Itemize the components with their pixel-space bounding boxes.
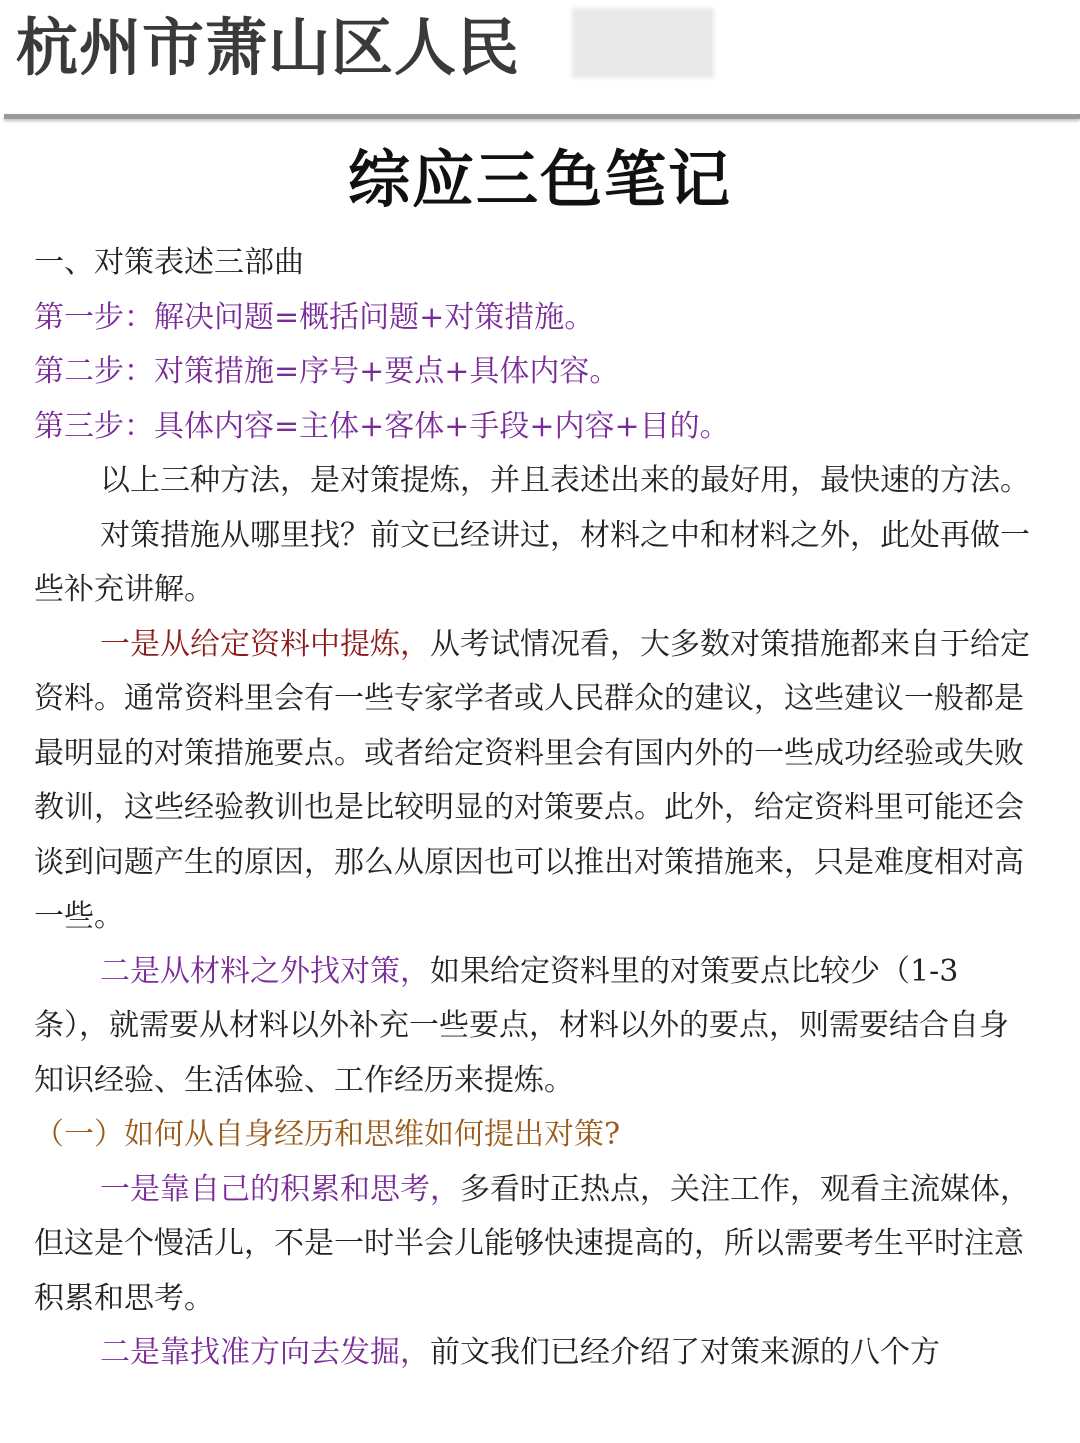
sub-one-body: 多看时正热点，关注工作，观看主流媒体，但这是个慢活儿，不是一时半会儿能够快速提高的，所以需要考生平时注意积累和思考。 — [34, 1171, 1030, 1316]
section-heading: 一、对策表述三部曲 — [34, 245, 304, 280]
document-title: 综应三色笔记 — [347, 143, 732, 216]
step-two: 第二步：对策措施=序号+要点+具体内容。 — [34, 354, 620, 389]
paragraph-point-one — [34, 618, 1030, 945]
point-one-body: 从考试情况看，大多数对策措施都来自于给定资料。通常资料里会有一些专家学者或人民群众的建议，这些建议一般都是最明显的对策措施要点。或者给定资料里会有国内外的一些成功经验或失败教训，这些经验教训也是比较明显的对策要点。此外，给定资料里可能还会谈到问题产生的原因，那么从原因也可以推出对策措施来，只是难度相对高一些。 — [34, 626, 1030, 934]
paragraph-where: 对策措施从哪里找？前文已经讲过，材料之中和材料之外，此处再做一些补充讲解。 — [34, 517, 1030, 607]
header-title: 杭州市萧山区人民 — [16, 11, 521, 84]
point-two-lead: 二是从材料之外找对策， — [100, 953, 430, 989]
page-header — [0, 0, 1080, 122]
sub-two-body: 前文我们已经介绍了对策来源的八个方 — [430, 1335, 940, 1370]
header-divider — [4, 114, 1080, 119]
paragraph-sub-two — [34, 1326, 1030, 1381]
header-redacted-blur — [572, 8, 714, 78]
sub-heading: （一）如何从自身经历和思维如何提出对策? — [34, 1117, 621, 1152]
sub-one-lead: 一是靠自己的积累和思考， — [100, 1171, 460, 1207]
step-three: 第三步：具体内容=主体+客体+手段+内容+目的。 — [34, 408, 730, 444]
paragraph-sub-one — [34, 1163, 1030, 1327]
paragraph-methods: 以上三种方法，是对策提炼，并且表述出来的最好用，最快速的方法。 — [100, 463, 1030, 498]
step-one: 第一步：解决问题=概括问题+对策措施。 — [34, 299, 595, 335]
point-two-body: 如果给定资料里的对策要点比较少（1-3条），就需要从材料以外补充一些要点，材料以外的要点，则需要结合自身知识经验、生活体验、工作经历来提炼。 — [34, 953, 1009, 1098]
document-body — [34, 236, 1030, 1381]
point-one-lead: 一是从给定资料中提炼， — [100, 626, 430, 662]
sub-two-lead: 二是靠找准方向去发掘， — [100, 1335, 430, 1370]
paragraph-point-two — [34, 945, 1030, 1109]
